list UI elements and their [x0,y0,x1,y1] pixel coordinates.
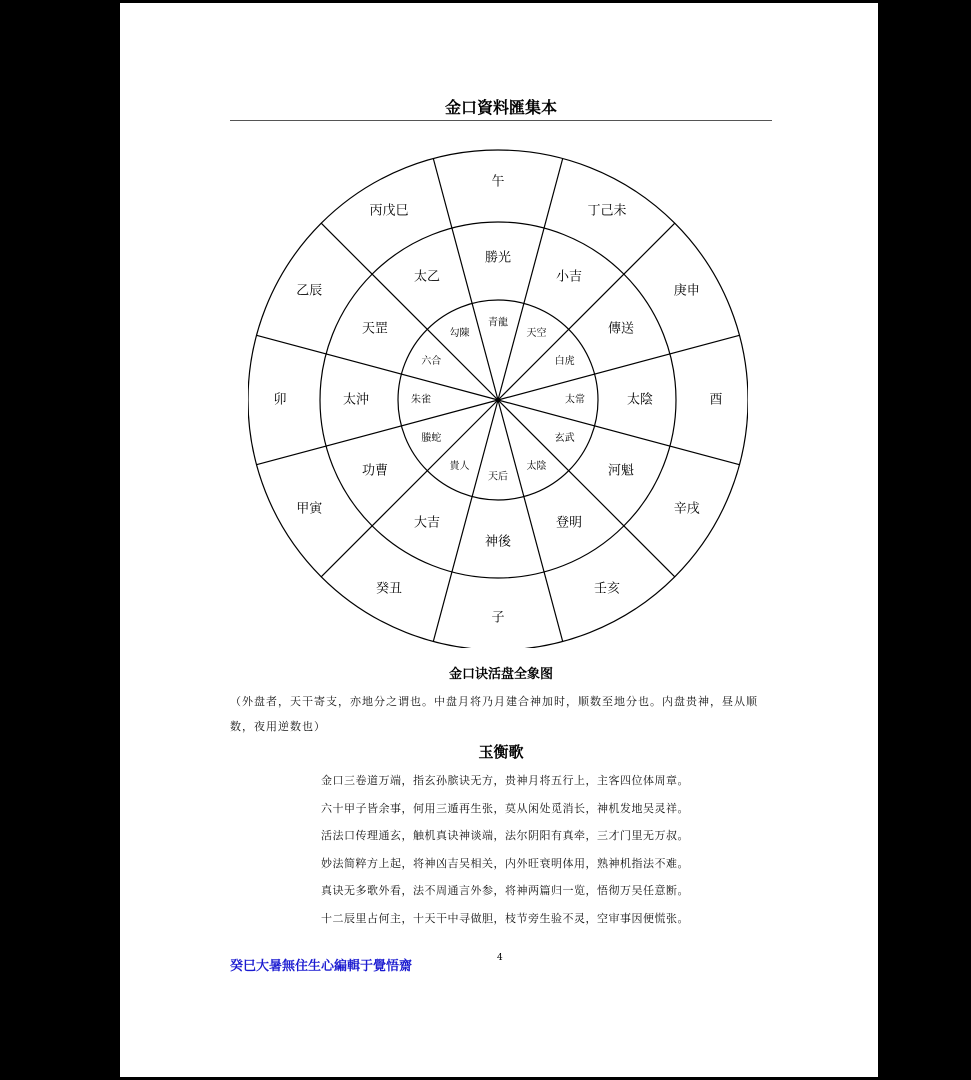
outer-ring-label: 丁己未 [587,203,627,219]
middle-ring-label: 勝光 [484,250,512,266]
outer-ring-label: 辛戌 [673,501,700,517]
poem-body [270,771,740,936]
outer-ring-label: 癸丑 [375,581,403,597]
outer-ring-label: 酉 [709,392,723,408]
outer-ring-label: 乙辰 [296,283,323,299]
poem-line: 六十甲子皆余事，何用三遁再生张，莫从闲处觅消长，神机发地吴灵祥。 [321,801,689,815]
inner-ring-label: 六合 [421,356,442,367]
inner-ring-label: 螣蛇 [421,433,442,444]
wheel-spoke [433,400,498,641]
middle-ring-label: 功曹 [362,463,389,479]
inner-ring-label: 朱雀 [411,394,431,406]
poem-line: 金口三卷道万端，指玄孙膑诀无方，贵神月将五行上，主客四位体周章。 [321,774,689,787]
outer-ring-label: 甲寅 [296,501,323,517]
poem-line: 真诀无多歌外看，法不周通言外参，将神两篇归一览，悟彻万吴任意断。 [321,884,689,897]
outer-ring-label: 子 [491,610,505,626]
wheel-spoke [433,159,498,400]
inner-ring-label: 白虎 [554,356,575,367]
poem-line: 活法口传理通玄，触机真诀神谈端，法尔阴阳有真牵，三才门里无万叔。 [321,829,689,842]
inner-ring-label: 太常 [565,394,585,406]
middle-ring-label: 傳送 [607,321,634,337]
page-number: 4 [497,953,503,963]
wheel-spoke [321,223,498,400]
wheel-spoke [498,335,739,400]
poem-line: 妙法简粹方上起，将神凶吉吴相关，内外旺衰明体用，熟神机指法不难。 [321,856,689,870]
inner-ring-label: 青龍 [488,317,508,329]
document-page [120,3,878,1077]
wheel-spoke [257,400,498,465]
wheel-spoke [257,335,498,400]
jinkou-wheel-diagram [248,148,748,648]
inner-ring-label: 玄武 [554,433,575,444]
wheel-spoke [498,400,675,577]
middle-ring-label: 太陰 [626,392,654,408]
diagram-caption: 金口诀活盘全象图 [448,667,553,682]
middle-ring-label: 河魁 [607,463,634,479]
inner-ring-label: 貴人 [449,461,470,473]
wheel-spoke [498,223,675,400]
middle-ring-label: 太沖 [342,392,370,408]
outer-ring-label: 午 [491,174,505,190]
outer-ring-label: 壬亥 [593,581,621,597]
inner-ring-label: 天后 [488,471,508,483]
poem-line: 十二辰里占何主，十天干中寻做胆，枝节旁生验不灵，空审事因便慌张。 [321,911,689,925]
header-rule [230,120,772,121]
page-header-title: 金口資料匯集本 [444,98,557,117]
wheel-spoke [321,400,498,577]
middle-ring-label: 登明 [555,515,583,531]
middle-ring-label: 小吉 [555,269,583,285]
footer-editor-credit: 癸巳大暑無住生心編輯于覺悟齋 [230,959,413,974]
outer-ring-label: 卯 [273,392,287,408]
poem-title: 玉衡歌 [478,743,524,761]
diagram-note: （外盘者，天干寄支，亦地分之谓也。中盘月将乃月建合神加时，顺数至地分也。内盘贵神，昼从顺数，夜用逆数也） [230,695,758,733]
inner-ring-label: 太陰 [526,461,547,473]
wheel-spoke [498,159,563,400]
wheel-spoke [498,400,739,465]
outer-ring-label: 丙戊巳 [369,203,409,219]
inner-ring-label: 勾陳 [449,327,470,339]
wheel-spoke [498,400,563,641]
middle-ring-label: 神後 [484,534,512,550]
middle-ring-label: 大吉 [413,515,441,531]
inner-ring-label: 天空 [526,327,547,339]
middle-ring-label: 太乙 [413,269,441,285]
outer-ring-label: 庚申 [673,283,700,299]
middle-ring-label: 天罡 [362,321,389,337]
